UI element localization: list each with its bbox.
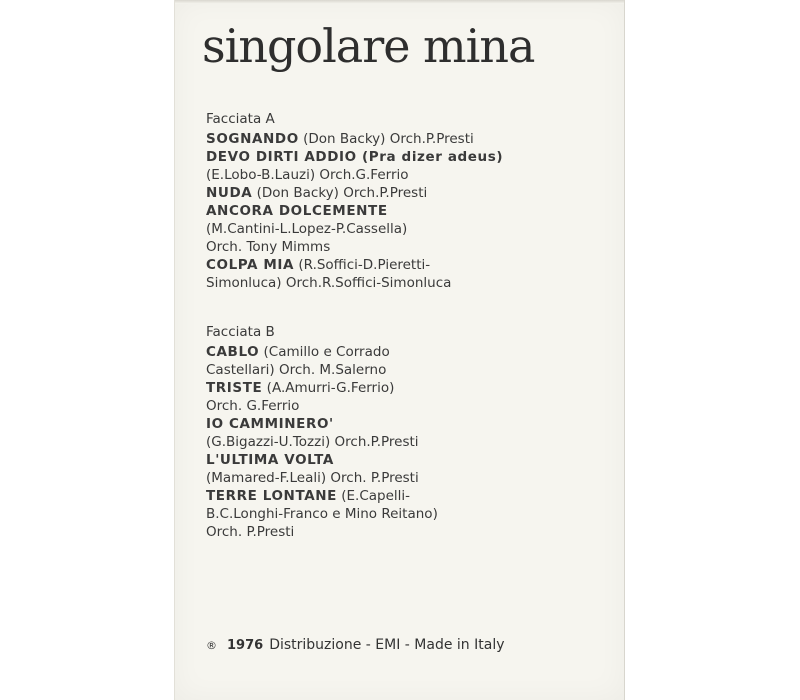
footer-year: 1976	[227, 638, 264, 653]
track-line	[206, 505, 438, 523]
track-entry	[206, 256, 503, 292]
track-line	[206, 523, 438, 541]
track-line	[206, 256, 503, 274]
track-line	[206, 148, 503, 166]
side-b	[206, 323, 438, 541]
track-entry	[206, 379, 438, 415]
track-credits: B.C.Longhi-Franco e Mino Reitano)	[206, 506, 438, 522]
track-credits: (Mamared-F.Leali) Orch. P.Presti	[206, 470, 419, 486]
cassette-insert-card	[174, 0, 625, 700]
track-line	[206, 433, 438, 451]
track-line	[206, 487, 438, 505]
track-line	[206, 397, 438, 415]
track-entry	[206, 415, 438, 451]
side-a-heading: Facciata A	[206, 111, 275, 127]
track-entry	[206, 451, 438, 487]
track-entry	[206, 343, 438, 379]
track-credits: (R.Soffici-D.Pieretti-	[294, 257, 431, 273]
track-line	[206, 361, 438, 379]
track-credits: (Don Backy) Orch.P.Presti	[252, 185, 428, 201]
track-entry	[206, 487, 438, 541]
side-a-tracklist	[206, 130, 503, 292]
track-credits: (A.Amurri-G.Ferrio)	[262, 380, 395, 396]
track-credits: (G.Bigazzi-U.Tozzi) Orch.P.Presti	[206, 434, 419, 450]
footer-credits	[206, 635, 505, 656]
track-line	[206, 238, 503, 256]
track-title: NUDA	[206, 185, 253, 201]
track-credits: Orch. P.Presti	[206, 524, 295, 540]
track-line	[206, 166, 503, 184]
album-title: singolare mina	[202, 19, 535, 73]
side-a	[206, 110, 503, 292]
track-title: SOGNANDO	[206, 131, 299, 147]
track-line	[206, 415, 438, 433]
track-title: CABLO	[206, 344, 260, 360]
track-title: ANCORA DOLCEMENTE	[206, 203, 388, 219]
track-line	[206, 184, 503, 202]
track-line	[206, 451, 438, 469]
track-title: COLPA MIA	[206, 257, 295, 273]
track-credits: Castellari) Orch. M.Salerno	[206, 362, 387, 378]
track-entry	[206, 184, 503, 202]
track-credits: Simonluca) Orch.R.Soffici-Simonluca	[206, 275, 452, 291]
track-title: DEVO DIRTI ADDIO (Pra dizer adeus)	[206, 149, 504, 165]
side-b-heading: Facciata B	[206, 324, 275, 340]
track-credits: (Don Backy) Orch.P.Presti	[298, 131, 474, 147]
card-top-edge	[175, 0, 624, 4]
track-title: TRISTE	[206, 380, 263, 396]
track-line	[206, 469, 438, 487]
track-line	[206, 343, 438, 361]
track-credits: (Camillo e Corrado	[259, 344, 390, 360]
track-line	[206, 202, 503, 220]
track-credits: (E.Capelli-	[336, 488, 411, 504]
track-title: IO CAMMINERO'	[206, 416, 334, 432]
track-credits: (M.Cantini-L.Lopez-P.Cassella)	[206, 221, 408, 237]
track-title: TERRE LONTANE	[206, 488, 337, 504]
registered-mark: ®	[206, 639, 217, 652]
side-b-tracklist	[206, 343, 438, 541]
track-credits: (E.Lobo-B.Lauzi) Orch.G.Ferrio	[206, 167, 409, 183]
footer-text: Distribuzione - EMI - Made in Italy	[269, 637, 505, 653]
track-entry	[206, 202, 503, 256]
track-line	[206, 130, 503, 148]
track-title: L'ULTIMA VOLTA	[206, 452, 334, 468]
track-entry	[206, 148, 503, 184]
track-credits: Orch. Tony Mimms	[206, 239, 331, 255]
track-line	[206, 274, 503, 292]
track-credits: Orch. G.Ferrio	[206, 398, 300, 414]
track-line	[206, 379, 438, 397]
track-line	[206, 220, 503, 238]
track-entry	[206, 130, 503, 148]
